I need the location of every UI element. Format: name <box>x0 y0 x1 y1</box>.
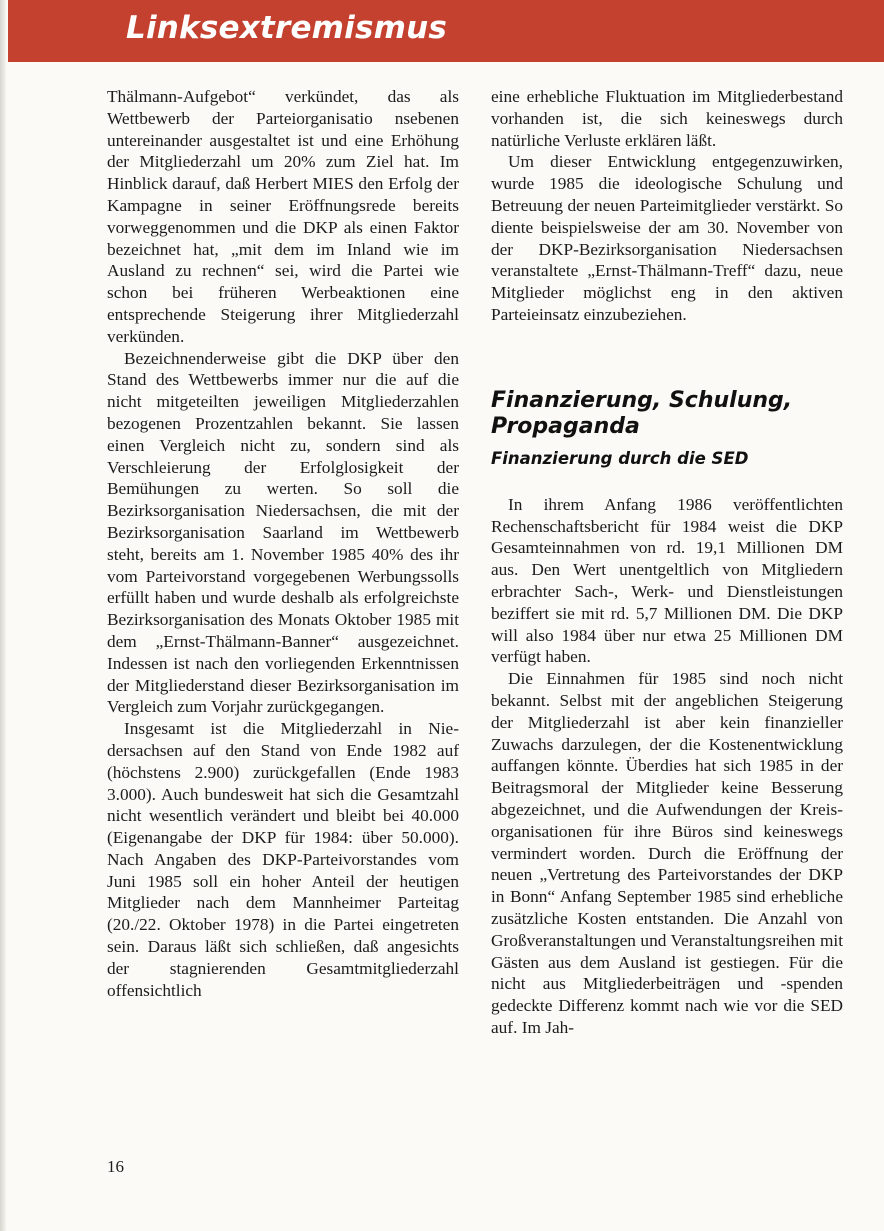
page-edge <box>0 0 6 1231</box>
header-band <box>8 0 884 62</box>
right-paragraph-2: Um dieser Entwicklung entgegenzuwirken, wurde 1985 die ideologische Schulung und Betreuung der neuen Parteimitglieder verstärkt. So diente beispielsweise der am 30. November von der DKP-Bezirksorganisation Niedersachsen veranstaltete „Ernst-Thälmann-Treff“ dazu, neue Mitglieder möglichst eng in den aktiven Parteieinsatz einzubeziehen. <box>491 152 843 324</box>
section-paragraph-2: Die Einnahmen für 1985 sind noch nicht bekannt. Selbst mit der angeblichen Steigerung der Mitgliederzahl ist aber kein finanzieller Zuwachs darzulegen, der die Kostenentwicklung auffangen könnte. Überdies hat sich 1985 in der Beitragsmoral der Mitglieder keine Besserung abgezeichnet, und die Aufwendungen der Kreisorganisationen für ihre Büros sind keineswegs vermindert worden. Durch die Eröffnung der neuen „Vertretung des Parteivorstandes der DKP in Bonn“ Anfang September 1985 sind erhebliche zusätzliche Kosten entstanden. Die Anzahl von Großveranstaltungen und Veranstaltungsreihen mit Gästen aus dem Ausland ist gestiegen. Für die nicht aus Mitgliederbeiträgen und -spenden gedeckte Differenz kommt nach wie vor die SED auf. Im Jah- <box>491 669 843 1037</box>
page-number: 16 <box>107 1157 124 1176</box>
section-paragraph-1: In ihrem Anfang 1986 veröffentlichten Rechenschaftsbericht für 1984 weist die DKP Gesamteinnahmen von rd. 19,1 Millionen DM aus. Den Wert unentgeltlich von Mitgliedern erbrachter Sach-, Werk- und Dienstleistungen beziffert sie mit rd. 5,7 Millionen DM. Die DKP will also 1984 über nur etwa 25 Millionen DM verfügt haben. <box>491 494 843 667</box>
left-paragraph-2: Bezeichnenderweise gibt die DKP über den Stand des Wettbewerbs immer nur die auf die nicht mitgeteilten jeweiligen Mitgliederzahlen bezogenen Prozentzahlen bekannt. Sie lassen einen Vergleich nicht zu, sondern sind als Verschleierung der Erfolglosigkeit der Bemühungen zu werten. So soll die Bezirksorganisation Niedersachsen, die mit der Bezirksorganisation Saarland im Wettbewerb steht, bereits am 1. November 1985 40% des ihr vom Parteivorstand vorgegebenen Werbungssolls erfüllt haben und wurde deshalb als erfolgreichste Bezirksorganisation des Monats Oktober 1985 mit dem „Ernst-Thälmann-Banner“ ausgezeichnet. Indessen ist nach den vorliegenden Erkenntnissen der Mitgliederstand dieser Bezirksorganisation im Vergleich zum Vorjahr zurückgegangen. <box>107 348 459 717</box>
sub-heading: Finanzierung durch die SED <box>491 448 749 468</box>
left-paragraph-1: Thälmann-Aufgebot“ verkündet, das als Wettbewerb der Parteiorganisatio nsebenen untereinander ausgestaltet ist und eine Erhöhung der Mitgliederzahl um 20% zum Ziel hat. Im Hinblick darauf, daß Herbert MIES den Erfolg der Kampagne in seiner Eröffnungsrede bereits vorweggenommen und die DKP als einen Faktor bezeichnet hat, „mit dem im Inland wie im Ausland zu rechnen“ sei, wird die Partei wie schon bei früheren Werbeaktionen eine entsprechende Steigerung ihrer Mitgliederzahl verkünden. <box>107 87 459 346</box>
chapter-title: Linksextremismus <box>126 10 448 46</box>
right-column <box>491 86 843 1039</box>
left-column <box>107 86 459 1001</box>
left-paragraph-3: Insgesamt ist die Mitgliederzahl in Niedersachsen auf den Stand von Ende 1982 auf (höchstens 2.900) zurückgefallen (Ende 1983 3.000). Auch bundesweit hat sich die Gesamtzahl nicht wesentlich verändert und bleibt bei 40.000 (Eigenangabe der DKP für 1984: über 50.000). Nach Angaben des DKP-Parteivorstandes vom Juni 1985 soll ein hoher Anteil der heutigen Mitglieder nach dem Mannheimer Parteitag (20./22. Oktober 1978) in die Partei eingetreten sein. Daraus läßt sich schließen, daß angesichts der stagnierenden Gesamtmitgliederzahl offensichtlich <box>107 719 459 1000</box>
right-paragraph-1: eine erhebliche Fluktuation im Mitgliederbestand vorhanden ist, die sich keineswegs durch natürliche Verluste erklären läßt. <box>491 87 843 150</box>
section-heading: Finanzierung, Schulung, Propaganda <box>491 387 793 439</box>
